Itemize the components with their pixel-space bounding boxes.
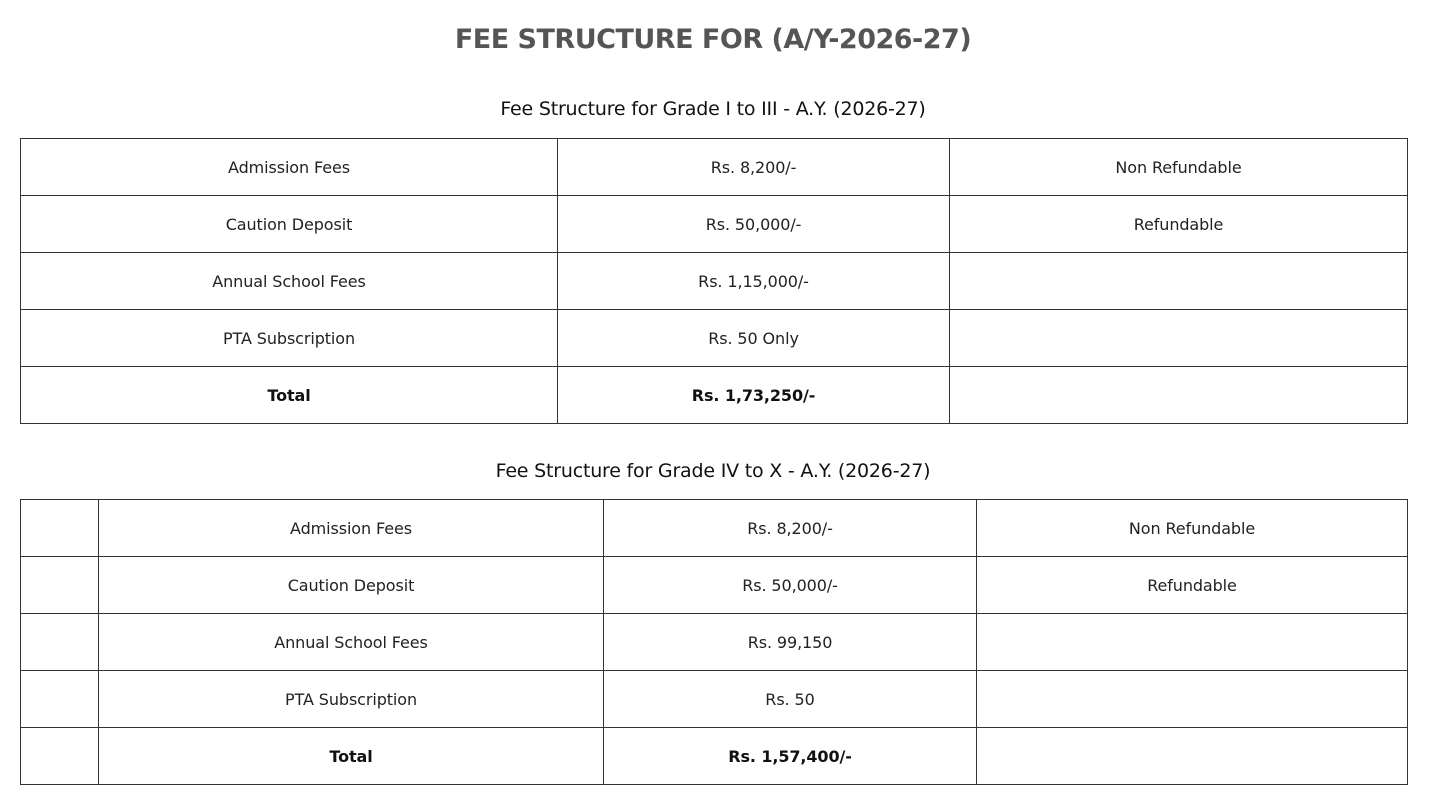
table-row: [21, 196, 1408, 253]
fee-amount: Rs. 1,15,000/-: [558, 253, 950, 310]
table-row: [21, 671, 1408, 728]
blank-cell: [21, 728, 99, 785]
fee-amount: Rs. 50 Only: [558, 310, 950, 367]
total-label: Total: [21, 367, 558, 424]
fee-note: Non Refundable: [950, 139, 1408, 196]
fee-note: [977, 614, 1408, 671]
blank-cell: [21, 500, 99, 557]
fee-amount: Rs. 99,150: [604, 614, 977, 671]
fee-item: PTA Subscription: [21, 310, 558, 367]
total-label: Total: [99, 728, 604, 785]
fee-amount: Rs. 50,000/-: [604, 557, 977, 614]
blank-cell: [21, 614, 99, 671]
table-row: [21, 500, 1408, 557]
fee-note: [977, 728, 1408, 785]
fee-amount: Rs. 50,000/-: [558, 196, 950, 253]
fee-item: PTA Subscription: [99, 671, 604, 728]
section-title-grade-4-10: Fee Structure for Grade IV to X - A.Y. (2026-27): [495, 460, 931, 482]
total-amount: Rs. 1,73,250/-: [558, 367, 950, 424]
blank-cell: [21, 671, 99, 728]
section-title-grade-1-3: Fee Structure for Grade I to III - A.Y. (2026-27): [500, 98, 926, 120]
fee-item: Annual School Fees: [99, 614, 604, 671]
fee-item: Caution Deposit: [21, 196, 558, 253]
table-row: [21, 557, 1408, 614]
fee-note: Refundable: [950, 196, 1408, 253]
table-row: [21, 614, 1408, 671]
fee-table-grade-1-3: [20, 138, 1408, 424]
fee-item: Admission Fees: [21, 139, 558, 196]
fee-note: Non Refundable: [977, 500, 1408, 557]
fee-amount: Rs. 8,200/-: [604, 500, 977, 557]
page-title: FEE STRUCTURE FOR (A/Y-2026-27): [454, 24, 972, 55]
fee-note: [950, 310, 1408, 367]
blank-cell: [21, 557, 99, 614]
fee-note: [950, 367, 1408, 424]
total-row: [21, 728, 1408, 785]
fee-table-grade-4-10: [20, 499, 1408, 785]
total-amount: Rs. 1,57,400/-: [604, 728, 977, 785]
table-row: [21, 139, 1408, 196]
table-row: [21, 310, 1408, 367]
total-row: [21, 367, 1408, 424]
fee-item: Annual School Fees: [21, 253, 558, 310]
fee-note: Refundable: [977, 557, 1408, 614]
table-row: [21, 253, 1408, 310]
fee-item: Admission Fees: [99, 500, 604, 557]
fee-amount: Rs. 8,200/-: [558, 139, 950, 196]
fee-note: [950, 253, 1408, 310]
fee-item: Caution Deposit: [99, 557, 604, 614]
fee-amount: Rs. 50: [604, 671, 977, 728]
fee-note: [977, 671, 1408, 728]
